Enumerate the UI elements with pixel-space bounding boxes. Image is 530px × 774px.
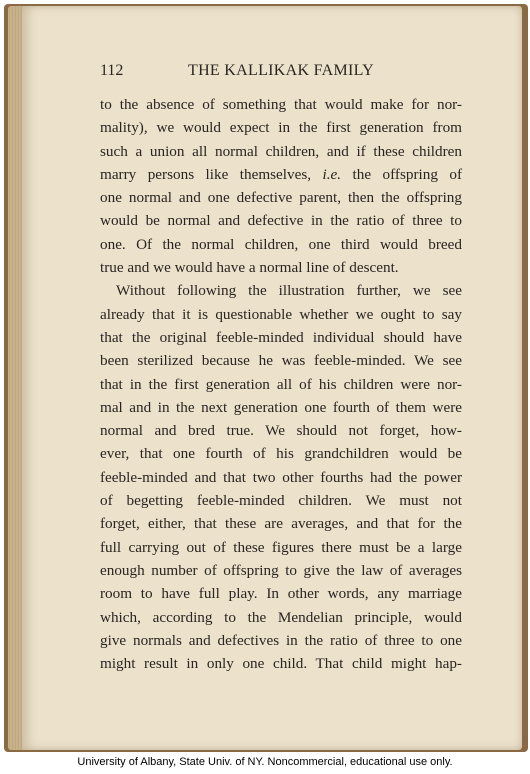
text-line: marry persons like themselves, i.e. the offspring of <box>100 165 463 183</box>
text-line: ever, that one fourth of his grandchildren would be <box>100 445 462 463</box>
text-line: to the absence of something that would make for nor- <box>100 96 462 113</box>
text-line: one normal and one defective parent, then the offspring <box>100 189 462 207</box>
text-line: would be normal and defective in the ratio of three to <box>100 212 462 230</box>
text-line: mality), we would expect in the first generation from <box>100 119 462 137</box>
text-line: true and we would have a normal line of descent. <box>100 259 399 277</box>
text-line: that the original feeble-minded individual should have <box>100 328 462 346</box>
text-line: give normals and defectives in the ratio of three to one <box>100 631 462 649</box>
text-line: forget, either, that these are averages, and that for the <box>100 515 462 533</box>
text-line: of begetting feeble-minded children. We must not <box>100 492 462 510</box>
italic-abbreviation: i.e. <box>322 165 342 183</box>
body-text <box>100 93 462 675</box>
text-line: already that it is questionable whether we ought to say <box>100 305 462 323</box>
text-line: one. Of the normal children, one third would breed <box>100 235 462 253</box>
text-line: might result in only one child. That child might hap- <box>100 655 462 673</box>
page-header <box>100 62 462 84</box>
copyright-footer: University of Albany, State Univ. of NY. Noncommercial, educational use only. <box>77 756 453 768</box>
text-line: such a union all normal children, and if these children <box>100 142 462 160</box>
text-line: enough number of offspring to give the law of averages <box>100 561 462 579</box>
text-line: Without following the illustration further, we see <box>116 282 462 300</box>
text-line: full carrying out of these figures there must be a large <box>100 538 462 556</box>
page-number: 112 <box>100 62 124 79</box>
text-line: that in the first generation all of his children were nor- <box>100 375 462 393</box>
text-line: mal and in the next generation one fourth of them were <box>100 398 462 416</box>
text-line: room to have full play. In other words, any marriage <box>100 585 462 603</box>
running-title: THE KALLIKAK FAMILY <box>188 62 374 79</box>
text-line: been sterilized because he was feeble-minded. We see <box>100 352 462 370</box>
text-line: feeble-minded and that two other fourths had the power <box>100 468 462 486</box>
text-line: normal and bred true. We should not forget, how- <box>100 422 462 440</box>
text-line: which, according to the Mendelian principle, would <box>100 608 462 626</box>
